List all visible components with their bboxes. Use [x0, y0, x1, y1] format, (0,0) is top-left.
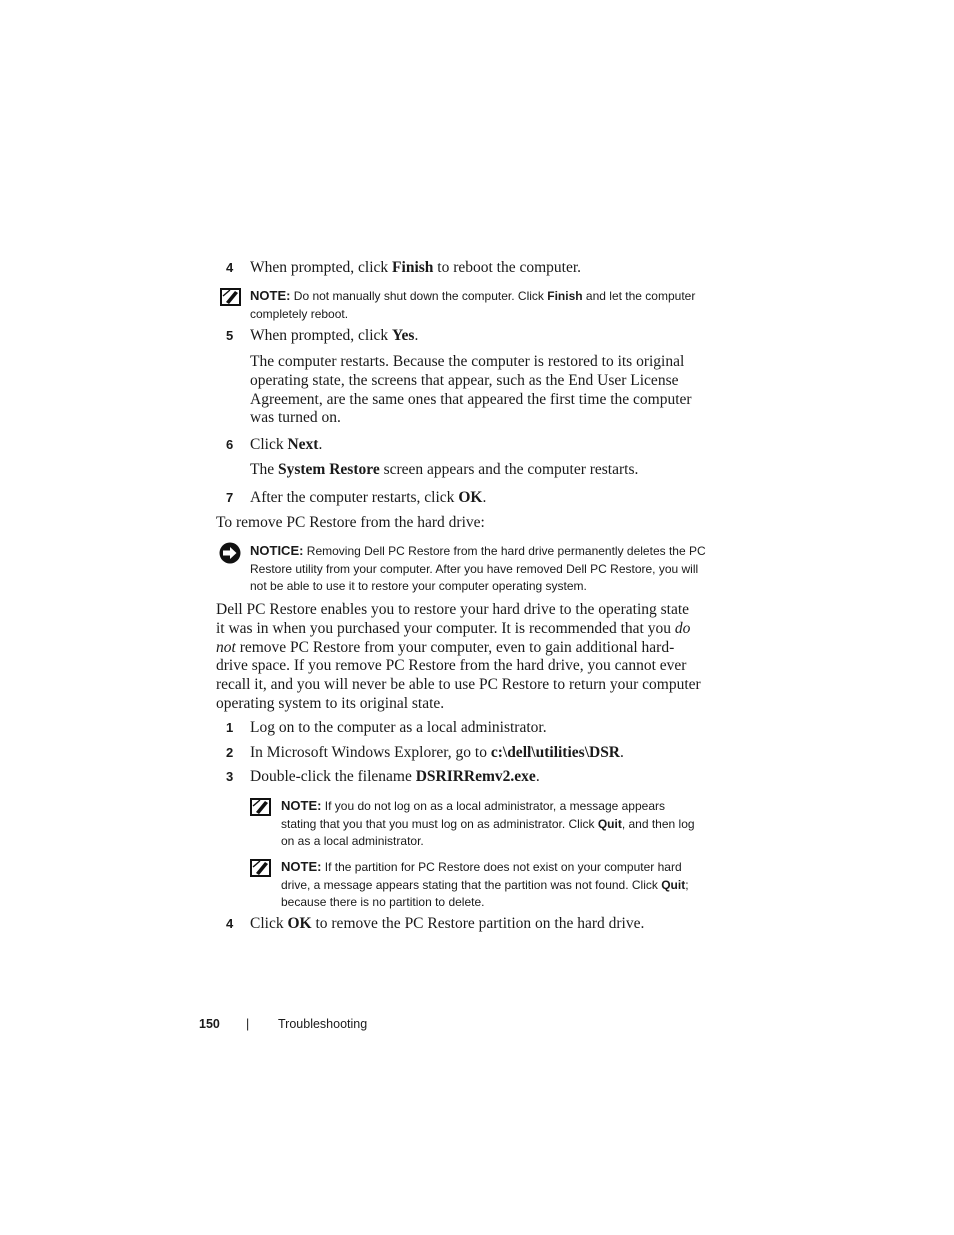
step-text: In Microsoft Windows Explorer, go to c:\dell\utilities\DSR.: [250, 744, 624, 761]
step-number: 5: [226, 328, 234, 343]
step-text: Double-click the filename DSRIRRemv2.exe.: [250, 768, 540, 785]
pencil-note-icon: [250, 859, 271, 877]
step-number: 3: [226, 769, 234, 784]
system-restore-paragraph: The System Restore screen appears and the computer restarts.: [250, 461, 639, 478]
step-number: 4: [226, 260, 234, 275]
restart-paragraph: The computer restarts. Because the computer is restored to its original operating state, the screens that appear, such as the End User License Agreement, are the same ones that appeared the first time the computer was turned on.: [250, 353, 692, 427]
step-text: After the computer restarts, click OK.: [250, 489, 487, 506]
pencil-note-icon: [220, 288, 241, 306]
step-text: Click OK to remove the PC Restore partition on the hard drive.: [250, 915, 645, 932]
footer-section-title: Troubleshooting: [278, 1017, 368, 1031]
step-text: Click Next.: [250, 436, 323, 453]
note-label: NOTE:: [281, 798, 322, 813]
step-text: When prompted, click Yes.: [250, 327, 419, 344]
dell-pc-restore-paragraph: Dell PC Restore enables you to restore your hard drive to the operating state it was in when you purchased your computer. It is recommended that you do not remove PC Restore from your computer, even to gain additional hard- drive space. If you remove PC Restore from the hard drive, you cannot ever recall it, and you will never be able to use PC Restore to return your computer operating system to its original state.: [216, 601, 701, 712]
step-text: Log on to the computer as a local administrator.: [250, 719, 547, 736]
pencil-note-icon: [250, 798, 271, 816]
manual-page: 4 When prompted, click Finish to reboot the computer. NOTE: Do not manually shut down the computer. Click Finish and let the computer completely reboot. 5 When prompted, click Yes. The computer restarts. Because the computer is restored to its original operating state, the screens that appear, such as the End User License Agreement, are the same ones that appeared the first time the computer was turned on. 6 Click Next. The System Restore screen appears and the computer restarts. 7 After the computer restarts, click OK. To remove PC Restore from the hard drive: NOTICE: Removing Dell PC Restore from the hard drive permanently deletes the PC Restore utility from your computer. After you have removed Dell PC Restore, you will not be able to use it to restore your computer operating system. Dell PC Restore enables you to restore your hard drive to the operating state it was in when you purchased your computer. It is recommended that you do not remove PC Restore from your computer, even to gain additional hard- drive space. If you remove PC Restore from the hard drive, you cannot ever recall it, and you will never be able to use PC Restore to return your computer operating system to its original state. 1 Log on to the computer as a local administrator. 2 In Microsoft Windows Explorer, go to c:\dell\utilities\DSR. 3 Double-click the filename DSRIRRemv2.exe. NOTE: If you do not log on as a local administrator, a message appears stating that you that you must log on as administrator. Click Quit, and then log on as a local administrator. NOTE: If the partition for PC Restore does not exist on your computer hard drive, a message appears stating that the partition was not found. Click Quit; because there is no partition to delete. 4 Click OK to remove the PC Restore partition on the hard drive. 150 | Troubleshooting: [0, 0, 954, 1235]
note-text: completely reboot.: [250, 306, 349, 321]
step-number: 6: [226, 437, 234, 452]
step-number: 1: [226, 720, 234, 735]
notice-arrow-icon: [219, 542, 241, 564]
note-label: NOTE:: [281, 859, 322, 874]
footer-separator: |: [246, 1017, 250, 1031]
remove-intro: To remove PC Restore from the hard drive:: [216, 514, 485, 531]
page-number: 150: [199, 1017, 220, 1031]
note-label: NOTE:: [250, 288, 291, 303]
step-number: 2: [226, 745, 234, 760]
step-text: When prompted, click Finish to reboot the computer.: [250, 259, 582, 276]
step-number: 7: [226, 490, 234, 505]
notice-label: NOTICE:: [250, 543, 304, 558]
step-number: 4: [226, 916, 234, 931]
